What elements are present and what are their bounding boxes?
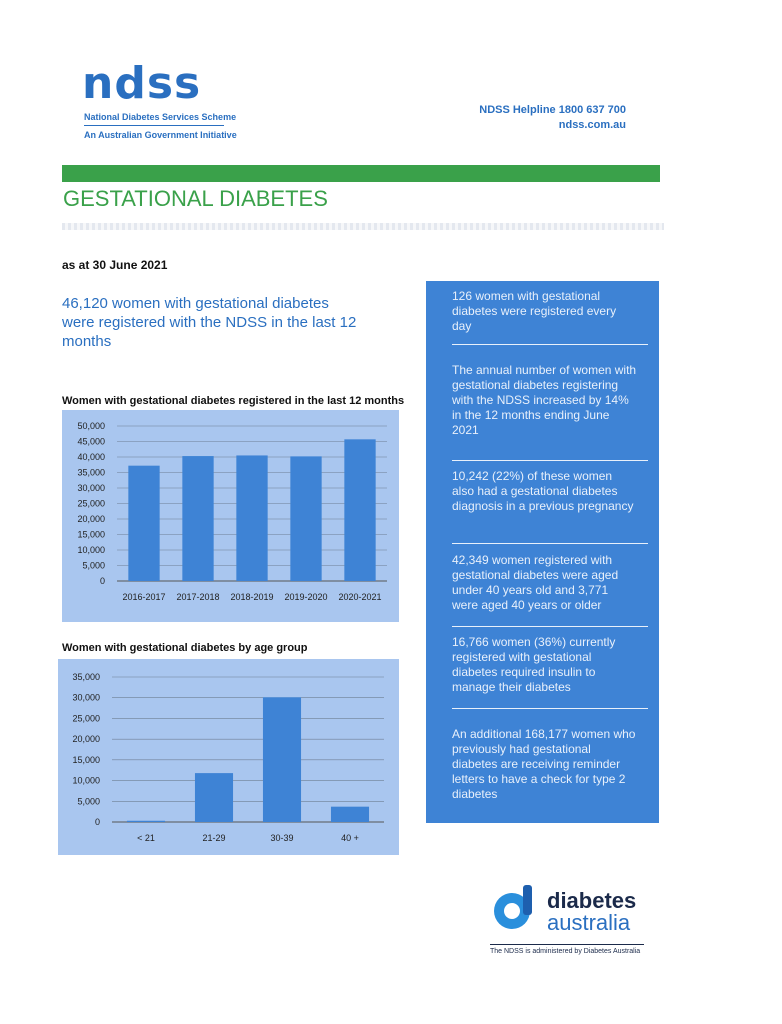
bar [263, 697, 301, 822]
y-tick-label: 50,000 [77, 421, 105, 431]
bar [344, 439, 375, 581]
ndss-org-name: National Diabetes Services Scheme [84, 112, 237, 122]
fact-item: 126 women with gestational diabetes were registered every day [452, 289, 617, 333]
footer-caption: The NDSS is administered by Diabetes Australia [490, 948, 641, 955]
chart1-title: Women with gestational diabetes registered in the last 12 months [62, 395, 405, 407]
y-tick-label: 40,000 [77, 452, 105, 462]
contact-block [479, 103, 626, 133]
chart1-panel [62, 410, 399, 622]
y-tick-label: 35,000 [72, 672, 100, 682]
as-at-date: as at 30 June 2021 [62, 258, 168, 272]
y-tick-label: 30,000 [77, 483, 105, 493]
chart2-title: Women with gestational diabetes by age group [62, 642, 308, 654]
footer-divider [490, 944, 644, 945]
logo-word-diabetes: diabetes [547, 888, 637, 913]
fact-item: 16,766 women (36%) currently registered with gestational diabetes required insulin to manage their diabetes [452, 635, 616, 694]
y-tick-label: 30,000 [72, 692, 100, 703]
fact-item: An additional 168,177 women who previously had gestational diabetes are receiving reminder letters to have a check for type 2 diabetes [452, 727, 636, 801]
logo-word-australia: australia [547, 910, 631, 935]
diabetes-australia-logo [547, 890, 636, 934]
headline-stat: 46,120 women with gestational diabetes were registered with the NDSS in the last 12 months [62, 295, 357, 350]
bar [182, 456, 213, 581]
diabetes-australia-logo-icon [490, 883, 540, 933]
y-tick-label: 10,000 [72, 775, 100, 786]
y-tick-label: 20,000 [72, 734, 100, 745]
x-tick-label: 30-39 [270, 833, 294, 843]
x-tick-label: 2017-2018 [176, 592, 220, 602]
fact-item: 42,349 women registered with gestational diabetes were aged under 40 years old and 3,771 were aged 40 years or older [452, 553, 619, 612]
bar [236, 455, 267, 581]
y-tick-label: 5,000 [77, 796, 100, 807]
x-tick-label: 2018-2019 [230, 592, 274, 602]
page-title: GESTATIONAL DIABETES [63, 186, 328, 211]
x-tick-label: 40 + [341, 833, 359, 843]
y-tick-label: 15,000 [77, 529, 105, 540]
fact-divider [452, 344, 648, 345]
chart1-svg [62, 410, 399, 622]
website-link[interactable]: ndss.com.au [558, 119, 626, 131]
y-tick-label: 10,000 [77, 545, 105, 555]
ndss-logo: ndss [82, 58, 202, 109]
bar [331, 807, 369, 822]
helpline-number: NDSS Helpline 1800 637 700 [479, 104, 626, 116]
bar [127, 821, 165, 822]
fact-divider [452, 460, 648, 461]
x-tick-label: 2020-2021 [338, 592, 382, 602]
decorative-strip [62, 223, 664, 230]
y-tick-label: 45,000 [77, 436, 105, 447]
x-tick-label: 21-29 [202, 833, 226, 843]
chart2-svg [58, 659, 399, 855]
y-tick-label: 25,000 [72, 713, 100, 724]
y-tick-label: 0 [99, 576, 105, 586]
fact-divider [452, 543, 648, 544]
fact-divider [452, 626, 648, 627]
y-tick-label: 0 [94, 817, 100, 827]
fact-divider [452, 708, 648, 709]
title-band [62, 165, 660, 182]
bar [290, 456, 321, 581]
y-tick-label: 25,000 [77, 498, 105, 509]
bar [195, 773, 233, 822]
x-tick-label: 2016-2017 [122, 592, 166, 602]
x-tick-label: 2019-2020 [284, 592, 328, 602]
fact-item: 10,242 (22%) of these women also had a gestational diabetes diagnosis in a previous pregnancy [452, 469, 634, 513]
y-tick-label: 15,000 [72, 754, 100, 765]
ndss-tagline: An Australian Government Initiative [84, 130, 237, 140]
facts-sidebar [426, 281, 659, 823]
y-tick-label: 20,000 [77, 514, 105, 524]
x-tick-label: < 21 [137, 833, 155, 843]
y-tick-label: 5,000 [82, 560, 105, 571]
bar [128, 466, 159, 581]
chart2-panel [58, 659, 399, 855]
logo-divider [84, 125, 224, 126]
fact-item: The annual number of women with gestational diabetes registering with the NDSS increased by 14% in the 12 months ending June 2021 [452, 363, 637, 437]
y-tick-label: 35,000 [77, 467, 105, 478]
